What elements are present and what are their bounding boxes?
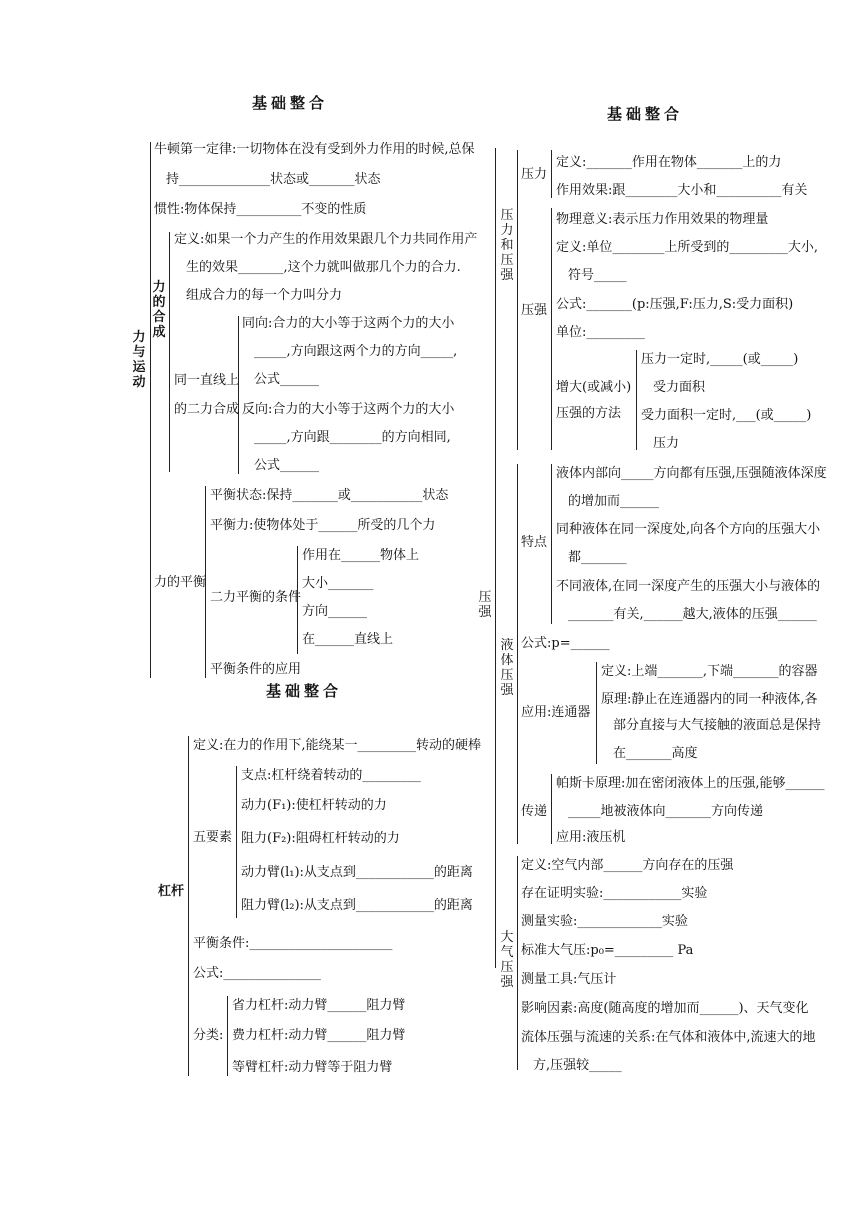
same-direction-line1: 同向:合力的大小等于这两个力的大小 <box>242 316 455 331</box>
balance-label: 力的平衡 <box>154 575 207 590</box>
resistance-text: 阻力(F₂):阻碍杠杆转动的力 <box>241 831 400 846</box>
pressure-meaning: 物理意义:表示压力作用效果的物理量 <box>556 212 769 227</box>
title-force-motion: 基础整合 <box>252 94 329 112</box>
atm-proof: 存在证明实验:____________实验 <box>521 886 708 901</box>
title-lever: 基础整合 <box>266 682 343 700</box>
method-label-2: 压强的方法 <box>556 406 622 421</box>
brace-liquid <box>517 464 518 844</box>
brace-same-line <box>238 316 239 474</box>
condition-direction: 方向______ <box>302 604 368 619</box>
pressure-main-label: 压强 <box>478 590 492 620</box>
brace-composition <box>169 232 170 472</box>
pascal-principle-2: _____地被液体向_______方向传递 <box>568 804 764 819</box>
brace-force-pressure <box>517 150 518 450</box>
condition-magnitude: 大小_______ <box>302 576 374 591</box>
brace-main-force <box>150 142 151 678</box>
opposite-direction-formula: 公式______ <box>254 458 320 473</box>
condition-line: 在______直线上 <box>302 632 394 647</box>
pressure-symbol: 符号_____ <box>568 268 627 283</box>
brace-two-force <box>297 546 298 654</box>
lever-label: 杠杆 <box>158 884 185 899</box>
composition-label: 力的合成 <box>152 280 166 340</box>
brace-lever <box>188 736 189 1076</box>
liquid-feature-1: 液体内部向_____方向都有压强,压强随液体深度 <box>556 466 827 481</box>
brace-transmission <box>551 774 552 844</box>
vessel-principle-3: 在_______高度 <box>613 746 698 761</box>
liquid-feature-5: 不同液体,在同一深度产生的压强大小与液体的 <box>556 579 821 594</box>
atm-factor: 影响因素:高度(随高度的增加而______)、天气变化 <box>521 1001 809 1016</box>
brace-pressure-sub <box>551 208 552 450</box>
effort-arm-text: 动力臂(l₁):从支点到____________的距离 <box>241 865 473 880</box>
method-2-cont: 压力 <box>653 436 680 451</box>
equal-arm-lever: 等臂杠杆:动力臂等于阻力臂 <box>232 1060 393 1075</box>
liquid-feature-3: 同种液体在同一深度处,向各个方向的压强大小 <box>556 522 821 537</box>
connected-vessel-label: 应用:连通器 <box>521 705 591 720</box>
balance-force: 平衡力:使物体处于______所受的几个力 <box>210 518 436 533</box>
method-2: 受力面积一定时,___(或_____) <box>641 408 812 423</box>
atm-measure: 测量实验:_____________实验 <box>521 914 688 929</box>
transmission-label: 传递 <box>521 804 548 819</box>
classification-label: 分类: <box>193 1028 224 1043</box>
atm-flow-2: 方,压强较_____ <box>533 1058 622 1073</box>
atm-definition: 定义:空气内部______方向存在的压强 <box>521 858 734 873</box>
pressure-sub-label: 压强 <box>521 303 548 318</box>
newton-law-line1: 牛顿第一定律:一切物体在没有受到外力作用的时候,总保 <box>154 142 475 157</box>
effort-text: 动力(F₁):使杠杆转动的力 <box>241 798 387 813</box>
fulcrum-text: 支点:杠杆绕着转动的_________ <box>241 768 421 783</box>
vessel-principle-1: 原理:静止在连通器内的同一种液体,各 <box>601 692 818 707</box>
method-1: 压力一定时,_____(或_____) <box>641 352 799 367</box>
topic-force-motion: 力与运动 <box>132 330 146 390</box>
condition-object: 作用在______物体上 <box>302 548 420 563</box>
five-elements-label: 五要素 <box>193 830 233 845</box>
pressure-formula: 公式:_______(p:压强,F:压力,S:受力面积) <box>556 297 794 312</box>
force-and-pressure-label: 压力和压强 <box>500 208 514 283</box>
same-line-label-2: 的二力合成 <box>174 402 240 417</box>
composition-def-line3: 组成合力的每一个力叫分力 <box>186 288 343 303</box>
brace-classification <box>227 996 228 1076</box>
composition-def-line2: 生的效果_______,这个力就叫做那几个力的合力. <box>186 260 461 275</box>
balance-state: 平衡状态:保持_______或___________状态 <box>210 488 449 503</box>
force-effect: 作用效果:跟________大小和__________有关 <box>556 183 808 198</box>
method-1-cont: 受力面积 <box>653 380 706 395</box>
force-costly-lever: 费力杠杆:动力臂______阻力臂 <box>232 1028 406 1043</box>
same-direction-line2: _____,方向跟这两个力的方向_____, <box>254 344 458 359</box>
hydraulic-press: 应用:液压机 <box>556 830 626 845</box>
title-pressure: 基础整合 <box>607 105 684 123</box>
liquid-formula: 公式:p=______ <box>521 636 610 651</box>
force-definition: 定义:_______作用在物体_______上的力 <box>556 155 782 170</box>
vessel-principle-2: 部分直接与大气接触的液面总是保持 <box>613 718 822 733</box>
atm-tool: 测量工具:气压计 <box>521 972 617 987</box>
liquid-pressure-label: 液体压强 <box>500 638 514 698</box>
brace-feature <box>551 464 552 624</box>
pressure-unit: 单位:_________ <box>556 325 645 340</box>
feature-label: 特点 <box>521 535 548 550</box>
atm-flow-1: 流体压强与流速的关系:在气体和液体中,流速大的地 <box>521 1030 816 1045</box>
liquid-feature-2: 的增加而______ <box>568 494 660 509</box>
same-direction-formula: 公式______ <box>254 372 320 387</box>
inertia-text: 惯性:物体保持__________不变的性质 <box>154 202 367 217</box>
pressure-definition: 定义:单位________上所受到的_________大小, <box>556 240 819 255</box>
atm-standard: 标准大气压:p₀=_________ Pa <box>521 943 694 958</box>
force-saving-lever: 省力杠杆:动力臂______阻力臂 <box>232 998 406 1013</box>
newton-law-line2: 持______________状态或_______状态 <box>166 172 381 187</box>
brace-force <box>551 150 552 198</box>
method-label-1: 增大(或减小) <box>556 380 632 395</box>
lever-formula: 公式:_______________ <box>193 966 321 981</box>
two-force-label: 二力平衡的条件 <box>210 590 302 605</box>
opposite-direction-line1: 反向:合力的大小等于这两个力的大小 <box>242 402 455 417</box>
composition-def-line1: 定义:如果一个力产生的作用效果跟几个力共同作用产 <box>174 232 478 247</box>
brace-atmosphere <box>517 856 518 1070</box>
balance-application: 平衡条件的应用 <box>210 662 302 677</box>
lever-definition: 定义:在力的作用下,能绕某一_________转动的硬棒 <box>193 738 482 753</box>
brace-five-elements <box>236 766 237 918</box>
atmospheric-pressure-label: 大气压强 <box>500 930 514 990</box>
vessel-definition: 定义:上端_______,下端_______的容器 <box>601 664 818 679</box>
liquid-feature-6: _______有关,______越大,液体的压强______ <box>568 607 817 622</box>
brace-balance <box>205 486 206 678</box>
brace-connected-vessel <box>596 662 597 764</box>
force-label: 压力 <box>521 167 548 182</box>
resistance-arm-text: 阻力臂(l₂):从支点到____________的距离 <box>241 898 473 913</box>
brace-pressure-main <box>495 148 496 968</box>
liquid-feature-4: 都_______ <box>568 550 627 565</box>
pascal-principle-1: 帕斯卡原理:加在密闭液体上的压强,能够______ <box>556 776 825 791</box>
lever-balance-condition: 平衡条件:______________________ <box>193 936 393 951</box>
same-line-label-1: 同一直线上 <box>174 373 240 388</box>
opposite-direction-line2: _____,方向跟________的方向相同, <box>254 430 451 445</box>
brace-methods <box>636 350 637 450</box>
